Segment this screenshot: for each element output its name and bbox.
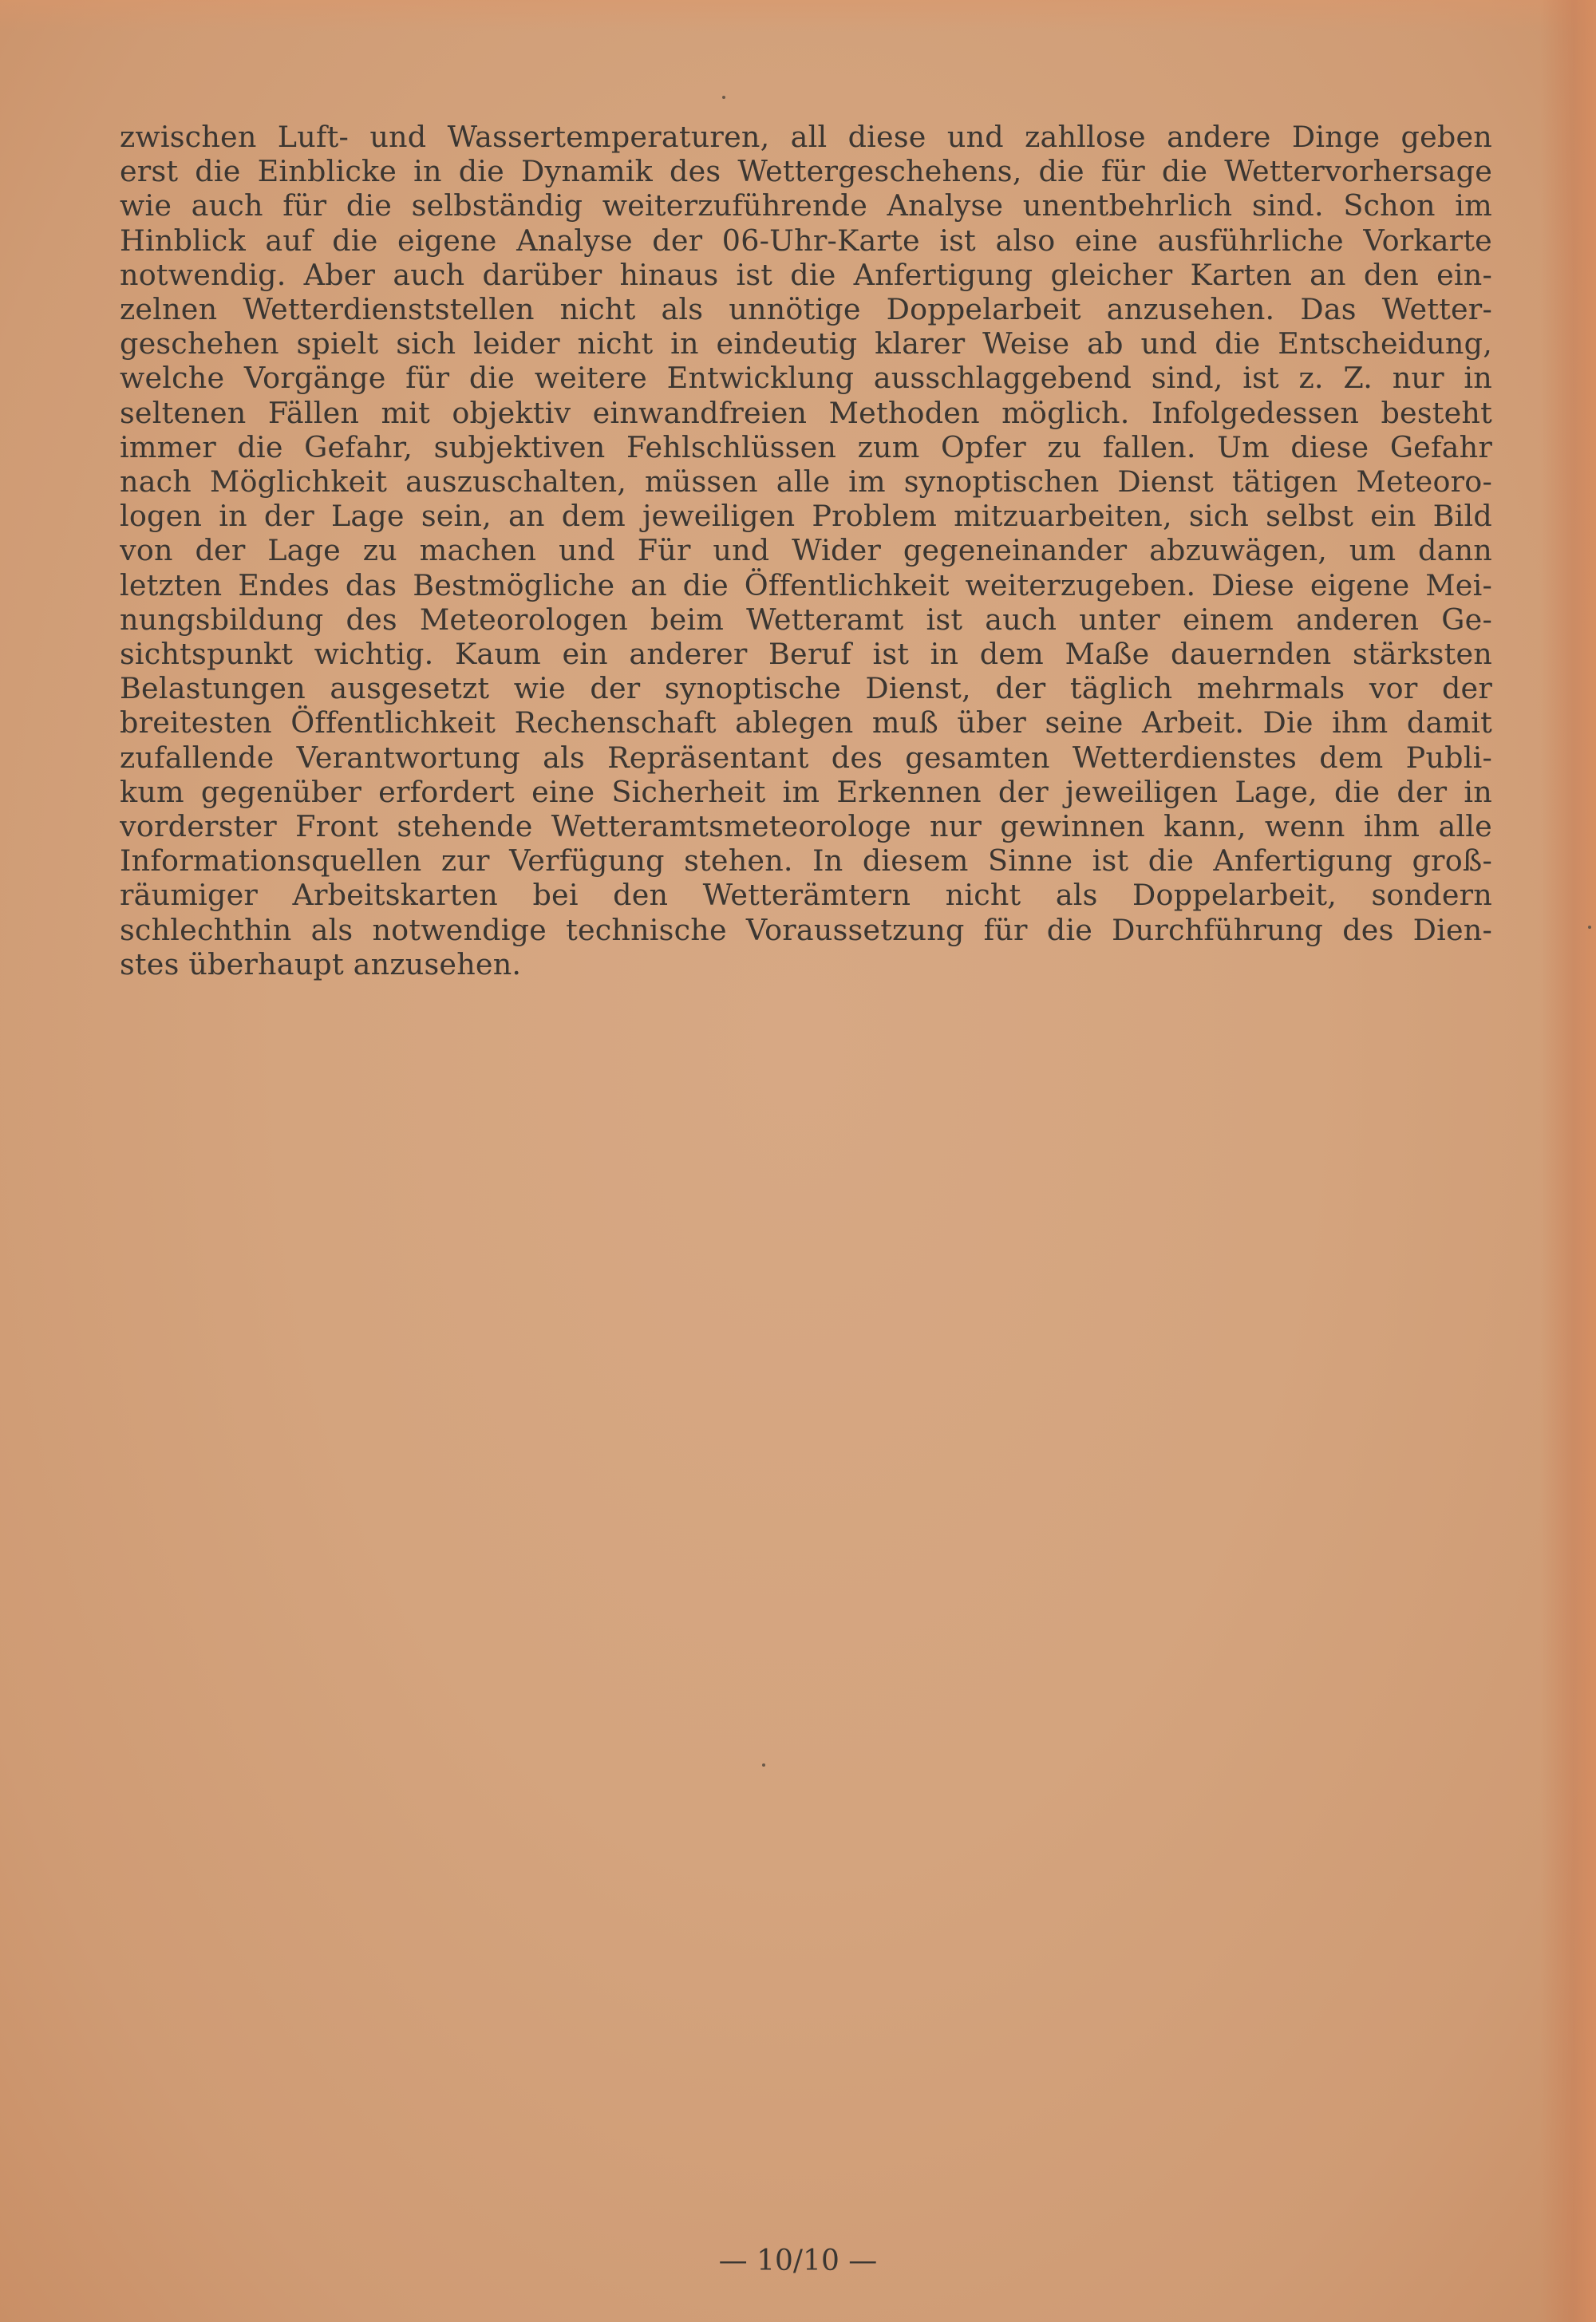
text-line: welche Vorgänge für die weitere Entwicklung ausschlaggebend sind, ist z. Z. nur in <box>120 361 1492 396</box>
text-line: Informationsquellen zur Verfügung stehen. In diesem Sinne ist die Anfertigung groß- <box>120 843 1492 879</box>
text-line: breitesten Öffentlichkeit Rechenschaft ablegen muß über seine Arbeit. Die ihm damit <box>120 705 1492 740</box>
text-line: geschehen spielt sich leider nicht in eindeutig klarer Weise ab und die Entscheidung, <box>120 326 1492 361</box>
paper-speck <box>1588 926 1591 929</box>
text-line: letzten Endes das Bestmögliche an die Öffentlichkeit weiterzugeben. Diese eigene Mei- <box>120 567 1492 602</box>
paper-speck <box>722 96 725 99</box>
text-line: stes überhaupt anzusehen. <box>120 946 522 981</box>
text-line: immer die Gefahr, subjektiven Fehlschlüssen zum Opfer zu fallen. Um diese Gefahr <box>120 429 1492 464</box>
text-line: räumiger Arbeitskarten bei den Wetterämtern nicht als Doppelarbeit, sondern <box>120 878 1492 913</box>
page-number: — 10/10 — <box>718 2245 878 2277</box>
text-line: Belastungen ausgesetzt wie der synoptische Dienst, der täglich mehrmals vor der <box>120 671 1492 706</box>
paper-right-edge <box>1540 0 1596 2322</box>
text-line: wie auch für die selbständig weiterzuführende Analyse unentbehrlich sind. Schon im <box>120 188 1492 223</box>
text-line: notwendig. Aber auch darüber hinaus ist die Anfertigung gleicher Karten an den ein- <box>120 257 1492 292</box>
text-line: schlechthin als notwendige technische Voraussetzung für die Durchführung des Dien- <box>120 912 1492 947</box>
paper-top-edge <box>0 0 1596 32</box>
text-line: zufallende Verantwortung als Repräsentant des gesamten Wetterdienstes dem Publi- <box>120 740 1492 775</box>
text-line: nungsbildung des Meteorologen beim Wetteramt ist auch unter einem anderen Ge- <box>120 602 1492 637</box>
text-line: erst die Einblicke in die Dynamik des Wettergeschehens, die für die Wettervorhersage <box>120 154 1492 189</box>
text-line: seltenen Fällen mit objektiv einwandfreien Methoden möglich. Infolgedessen besteht <box>120 395 1492 430</box>
paper-speck <box>762 1763 765 1767</box>
body-text <box>120 120 1492 981</box>
text-line: zelnen Wetterdienststellen nicht als unnötige Doppelarbeit anzusehen. Das Wetter- <box>120 292 1492 327</box>
text-line: nach Möglichkeit auszuschalten, müssen alle im synoptischen Dienst tätigen Meteoro- <box>120 464 1492 500</box>
text-line: sichtspunkt wichtig. Kaum ein anderer Beruf ist in dem Maße dauernden stärksten <box>120 637 1492 672</box>
text-line: kum gegenüber erfordert eine Sicherheit im Erkennen der jeweiligen Lage, die der in <box>120 774 1492 809</box>
text-line: Hinblick auf die eigene Analyse der 06-Uhr-Karte ist also eine ausführliche Vorkarte <box>120 223 1492 258</box>
text-line: von der Lage zu machen und Für und Wider gegeneinander abzuwägen, um dann <box>120 533 1492 568</box>
text-line: logen in der Lage sein, an dem jeweiligen Problem mitzuarbeiten, sich selbst ein Bild <box>120 499 1492 534</box>
text-line: zwischen Luft- und Wassertemperaturen, all diese und zahllose andere Dinge geben <box>120 120 1492 154</box>
text-line: vorderster Front stehende Wetteramtsmeteorologe nur gewinnen kann, wenn ihm alle <box>120 809 1492 844</box>
